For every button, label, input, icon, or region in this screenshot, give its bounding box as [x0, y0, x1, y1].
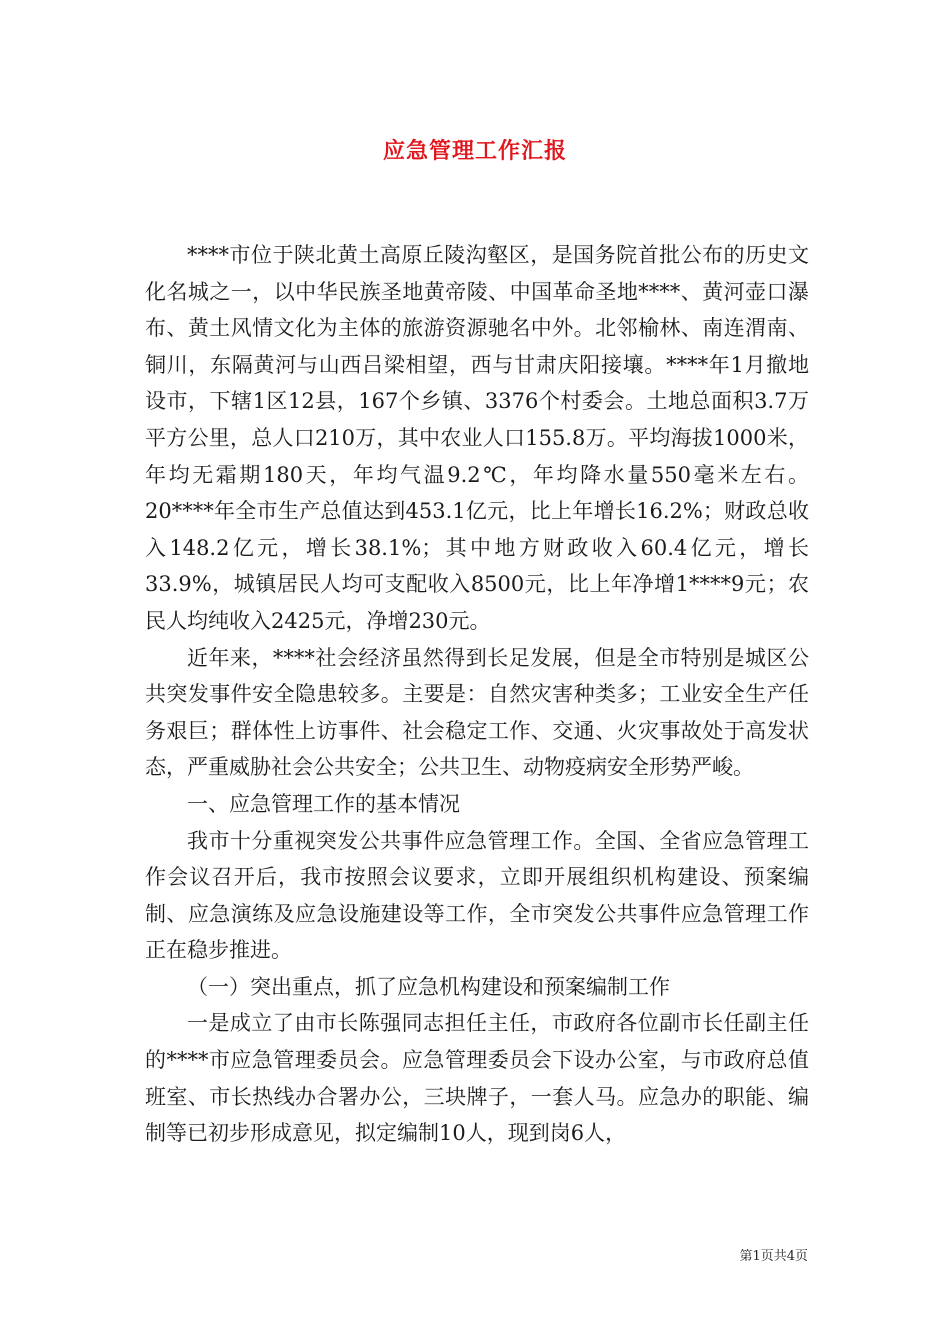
- page-number: 第1页共4页: [739, 1249, 808, 1264]
- paragraph-risks: 近年来，****社会经济虽然得到长足发展，但是全市特别是城区公共突发事件安全隐患较多。主要是：自然灾害种类多；工业安全生产任务艰巨；群体性上访事件、社会稳定工作、交通、火灾事故处于高发状态，严重威胁社会公共安全；公共卫生、动物疫病安全形势严峻。: [145, 645, 809, 780]
- section-heading-basic-situation: 一、应急管理工作的基本情况: [187, 791, 460, 816]
- document-title: 应急管理工作汇报: [382, 138, 567, 164]
- document-body: [145, 237, 809, 1152]
- paragraph-organization: 一是成立了由市长陈强同志担任主任，市政府各位副市长任副主任的****市应急管理委员会。应急管理委员会下设办公室，与市政府总值班室、市长热线办合署办公，三块牌子，一套人马。应急办的职能、编制等已初步形成意见，拟定编制10人，现到岗6人，: [145, 1011, 809, 1146]
- paragraph-basic-situation: 我市十分重视突发公共事件应急管理工作。全国、全省应急管理工作会议召开后，我市按照会议要求，立即开展组织机构建设、预案编制、应急演练及应急设施建设等工作，全市突发公共事件应急管理工作正在稳步推进。: [145, 828, 809, 963]
- paragraph-overview: ****市位于陕北黄土高原丘陵沟壑区，是国务院首批公布的历史文化名城之一，以中华民族圣地黄帝陵、中国革命圣地****、黄河壶口瀑布、黄土风情文化为主体的旅游资源驰名中外。北邻榆林、南连渭南、铜川，东隔黄河与山西吕梁相望，西与甘肃庆阳接壤。****年1月撤地设市，下辖1区12县，167个乡镇、3376个村委会。土地总面积3.7万平方公里，总人口210万，其中农业人口155.8万。平均海拔1000米，年均无霜期180天，年均气温9.2℃，年均降水量550毫米左右。20****年全市生产总值达到453.1亿元，比上年增长16.2%；财政总收入148.2亿元，增长38.1%；其中地方财政收入60.4亿元，增长33.9%，城镇居民人均可支配收入8500元，比上年净增1****9元；农民人均纯收入2425元，净增230元。: [145, 243, 809, 633]
- subsection-heading-organization: （一）突出重点，抓了应急机构建设和预案编制工作: [187, 974, 670, 999]
